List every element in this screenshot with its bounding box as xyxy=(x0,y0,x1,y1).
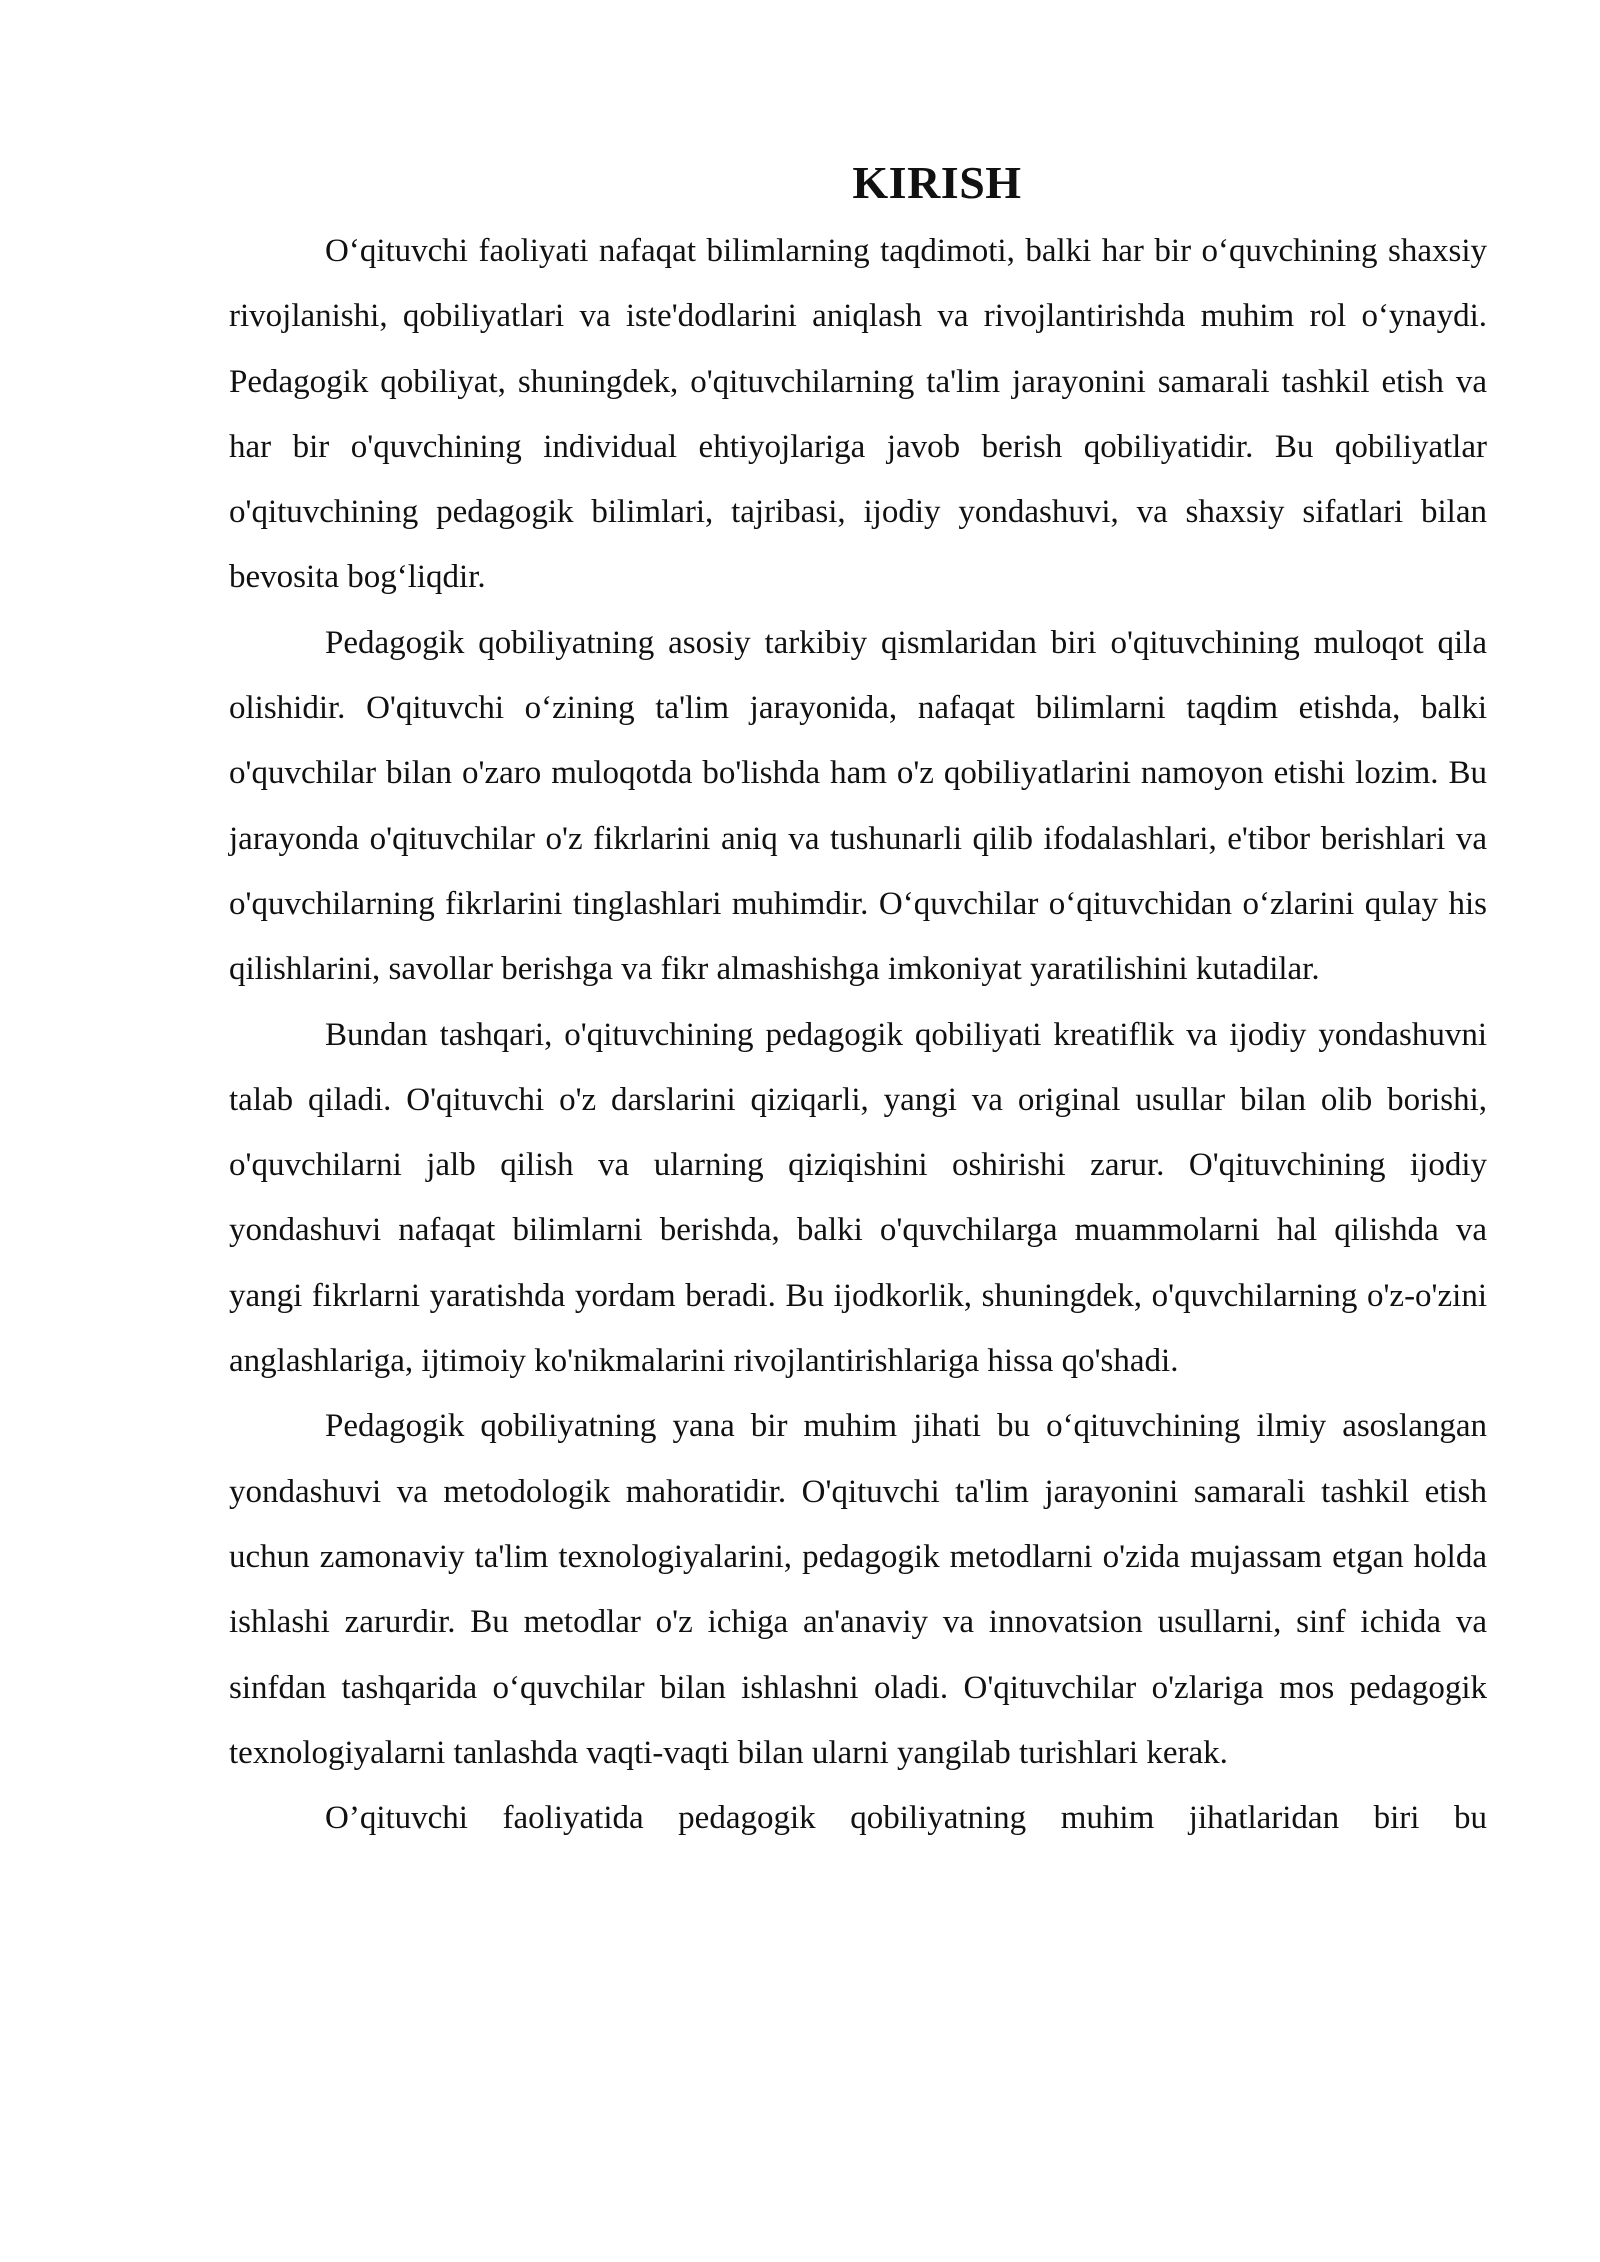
paragraph-5: O’qituvchi faoliyatida pedagogik qobiliyatning muhim jihatlaridan biri bu xyxy=(325,1800,1487,1837)
paragraph-3: Bundan tashqari, o'qituvchining pedagogik qobiliyati kreatiflik va ijodiy yondashuvni talab qiladi. O'qituvchi o'z darslarini qiziqarli, yangi va original usullar bilan olib borishi, o'quvchilarni jalb qilish va ularning qiziqishini oshirishi zarur. O'qituvchining ijodiy yondashuvi nafaqat bilimlarni berishda, balki o'quvchilarga muammolarni hal qilishda va yangi fikrlarni yaratishda yordam beradi. Bu ijodkorlik, shuningdek, o'quvchilarning o'z-o'zini anglashlariga, ijtimoiy ko'nikmalarini rivojlantirishlariga hissa qo'shadi. xyxy=(229,1016,1487,1380)
document-body xyxy=(229,150,1487,1851)
paragraph-1: O‘qituvchi faoliyati nafaqat bilimlarning taqdimoti, balki har bir o‘quvchining shaxsiy rivojlanishi, qobiliyatlari va iste'dodlarini aniqlash va rivojlantirishda muhim rol o‘ynaydi. Pedagogik qobiliyat, shuningdek, o'qituvchilarning ta'lim jarayonini samarali tashkil etish va har bir o'quvchining individual ehtiyojlariga javob berish qobiliyatidir. Bu qobiliyatlar o'qituvchining pedagogik bilimlari, tajribasi, ijodiy yondashuvi, va shaxsiy sifatlari bilan bevosita bog‘liqdir. xyxy=(229,233,1487,596)
paragraph-2: Pedagogik qobiliyatning asosiy tarkibiy qismlaridan biri o'qituvchining muloqot qila olishidir. O'qituvchi o‘zining ta'lim jarayonida, nafaqat bilimlarni taqdim etishda, balki o'quvchilar bilan o'zaro muloqotda bo'lishda ham o'z qobiliyatlarini namoyon etishi lozim. Bu jarayonda o'qituvchilar o'z fikrlarini aniq va tushunarli qilib ifodalashlari, e'tibor berishlari va o'quvchilarning fikrlarini tinglashlari muhimdir. O‘quvchilar o‘qituvchidan o‘zlarini qulay his qilishlarini, savollar berishga va fikr almashishga imkoniyat yaratilishini kutadilar. xyxy=(229,624,1487,988)
document-title: KIRISH xyxy=(852,157,1022,208)
paragraph-4: Pedagogik qobiliyatning yana bir muhim jihati bu o‘qituvchining ilmiy asoslangan yondashuvi va metodologik mahoratidir. O'qituvchi ta'lim jarayonini samarali tashkil etish uchun zamonaviy ta'lim texnologiyalarini, pedagogik metodlarni o'zida mujassam etgan holda ishlashi zarurdir. Bu metodlar o'z ichiga an'anaviy va innovatsion usullarni, sinf ichida va sinfdan tashqarida o‘quvchilar bilan ishlashni oladi. O'qituvchilar o'zlariga mos pedagogik texnologiyalarni tanlashda vaqti-vaqti bilan ularni yangilab turishlari kerak. xyxy=(229,1408,1487,1771)
